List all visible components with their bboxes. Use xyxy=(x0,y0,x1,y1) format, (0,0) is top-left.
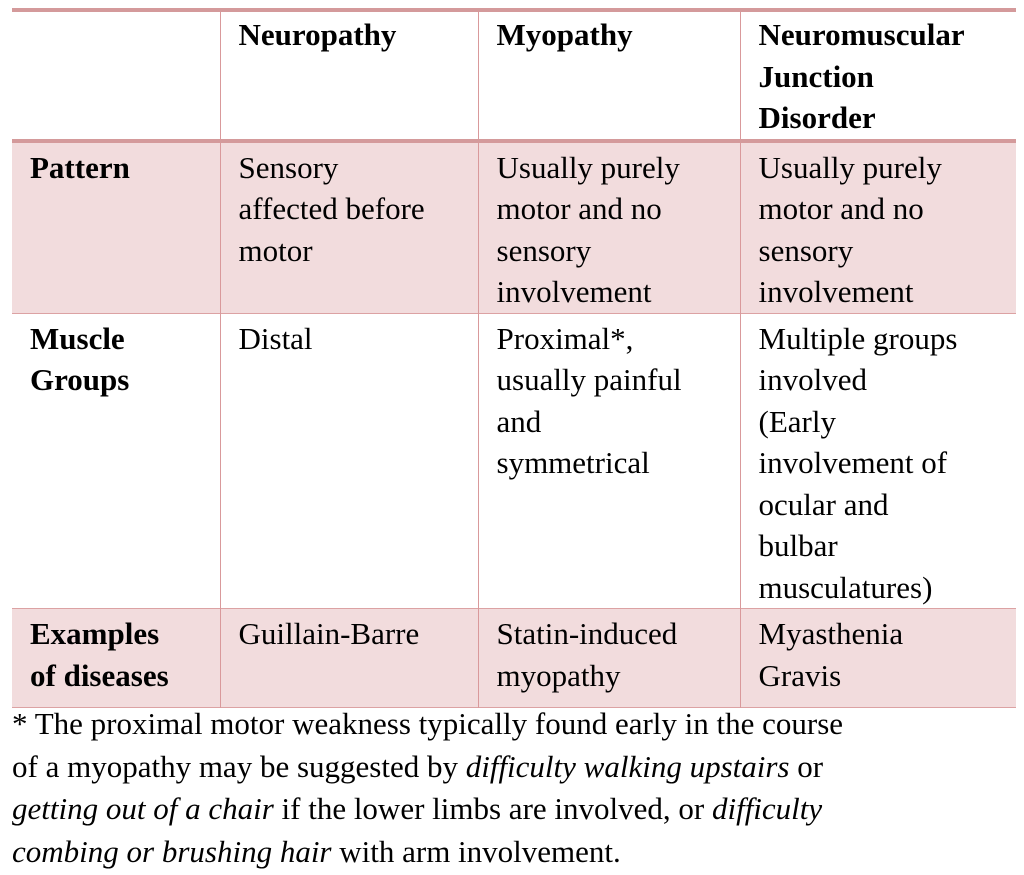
cell-line: myopathy xyxy=(496,657,621,693)
cell-line: Groups xyxy=(30,362,130,397)
header-empty xyxy=(12,10,220,141)
footnote-line-1 xyxy=(12,703,1012,746)
header-line: Disorder xyxy=(758,100,876,135)
cell-line: involvement xyxy=(758,274,914,309)
cell-line: musculatures) xyxy=(758,569,933,605)
cell-line: symmetrical xyxy=(496,445,650,480)
cell-line: sensory xyxy=(758,232,854,268)
footnote-text: of a myopathy may be suggested by xyxy=(12,748,466,784)
header-row xyxy=(12,10,1016,141)
cell-line: motor and no xyxy=(496,191,662,226)
cell-line: Muscle xyxy=(30,320,125,356)
cell-neuropathy-pattern xyxy=(220,141,478,314)
cell-line: Guillain-Barre xyxy=(238,616,420,651)
cell-line: Usually purely xyxy=(496,149,680,185)
footnote-line-3 xyxy=(12,788,1012,831)
footnote-text: or xyxy=(789,748,824,784)
footnote-emphasis: combing or brushing hair xyxy=(12,833,332,869)
cell-nmj-muscle xyxy=(740,313,1016,609)
cell-myopathy-muscle xyxy=(478,313,740,609)
cell-line: Multiple groups xyxy=(758,320,958,356)
footnote-line-2 xyxy=(12,746,1012,789)
footnote-text: if the lower limbs are involved, or xyxy=(273,791,712,826)
cell-nmj-pattern xyxy=(740,141,1016,314)
cell-nmj-examples xyxy=(740,609,1016,708)
cell-line: Gravis xyxy=(758,657,842,693)
cell-line: bulbar xyxy=(758,528,838,563)
cell-line: (Early xyxy=(758,403,836,439)
cell-line: ocular and xyxy=(758,486,889,522)
cell-myopathy-pattern xyxy=(478,141,740,314)
cell-line: involvement of xyxy=(758,445,948,480)
table-row-muscle-groups xyxy=(12,313,1016,609)
footnote-emphasis: difficulty xyxy=(711,791,823,826)
footnote-text: * The proximal motor weakness typically found early in the course xyxy=(12,706,844,741)
cell-line: Pattern xyxy=(30,149,130,185)
cell-line: Distal xyxy=(238,320,313,356)
cell-line: involved xyxy=(758,362,867,397)
row-label-pattern xyxy=(12,141,220,314)
table-row-pattern xyxy=(12,141,1016,314)
cell-line: usually painful xyxy=(496,362,682,397)
cell-neuropathy-muscle xyxy=(220,313,478,609)
footnote-text: with arm involvement. xyxy=(331,833,621,869)
cell-line: affected before xyxy=(238,191,425,226)
header-line: Junction xyxy=(758,58,874,94)
cell-line: Proximal*, xyxy=(496,320,634,356)
header-nmj-disorder xyxy=(740,10,1016,141)
cell-neuropathy-examples xyxy=(220,609,478,708)
footnote-emphasis: difficulty walking upstairs xyxy=(465,748,790,784)
footnote-emphasis: getting out of a chair xyxy=(12,791,274,826)
cell-line: Usually purely xyxy=(758,149,942,185)
header-neuropathy: Neuropathy xyxy=(220,10,478,141)
header-myopathy: Myopathy xyxy=(478,10,740,141)
row-label-muscle-groups xyxy=(12,313,220,609)
footnote-line-4 xyxy=(12,831,1012,874)
footnote xyxy=(12,703,1012,873)
cell-line: of diseases xyxy=(30,657,169,693)
cell-line: Statin-induced xyxy=(496,616,678,651)
cell-line: Myasthenia xyxy=(758,616,904,651)
cell-line: and xyxy=(496,403,542,439)
row-label-examples xyxy=(12,609,220,708)
table-row-examples xyxy=(12,609,1016,708)
cell-line: motor and no xyxy=(758,191,924,226)
cell-line: sensory xyxy=(496,232,592,268)
comparison-table xyxy=(12,8,1016,708)
cell-line: motor xyxy=(238,232,313,268)
header-line: Neuromuscular xyxy=(758,17,965,52)
cell-line: Examples xyxy=(30,616,160,651)
cell-myopathy-examples xyxy=(478,609,740,708)
cell-line: Sensory xyxy=(238,149,339,185)
cell-line: involvement xyxy=(496,274,652,309)
